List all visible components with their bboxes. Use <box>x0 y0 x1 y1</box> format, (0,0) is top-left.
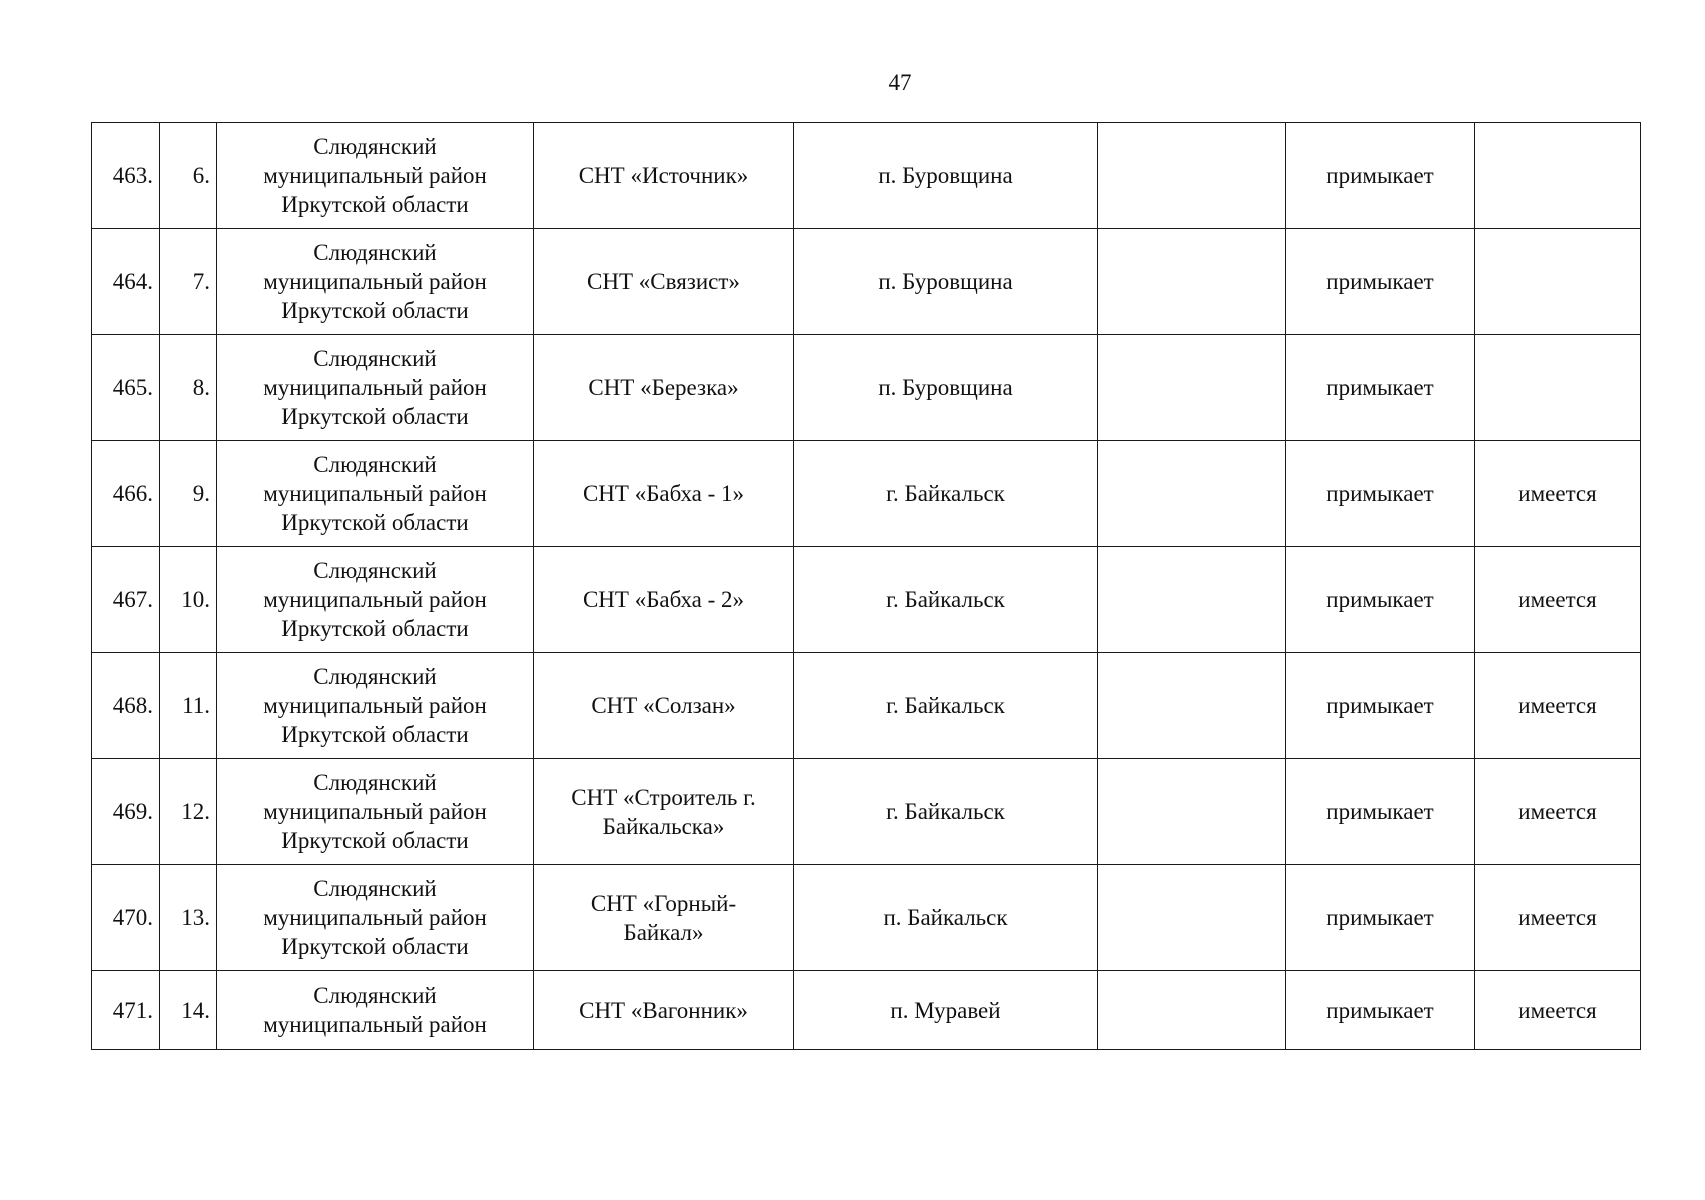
district-line: Слюдянский <box>313 558 437 583</box>
row-number-cell: 467. <box>92 547 160 653</box>
district-cell <box>217 759 534 865</box>
adjoins-cell: примыкает <box>1286 441 1475 547</box>
table-row <box>92 865 1641 971</box>
district-cell <box>217 229 534 335</box>
available-cell: имеется <box>1475 547 1641 653</box>
adjoins-cell: примыкает <box>1286 123 1475 229</box>
available-cell: имеется <box>1475 865 1641 971</box>
snt-name-cell <box>534 441 794 547</box>
district-line: Иркутской области <box>281 404 469 429</box>
settlement-cell: г. Байкальск <box>794 441 1098 547</box>
name-line: СНТ «Бабха - 2» <box>582 587 745 612</box>
district-line: муниципальный район <box>263 799 487 824</box>
settlement-cell: п. Байкальск <box>794 865 1098 971</box>
available-cell <box>1475 335 1641 441</box>
settlement-cell: п. Буровщина <box>794 229 1098 335</box>
empty-cell <box>1098 547 1286 653</box>
district-line: Иркутской области <box>281 192 469 217</box>
district-cell <box>217 653 534 759</box>
snt-name-cell <box>534 759 794 865</box>
table-row <box>92 441 1641 547</box>
district-line: муниципальный район <box>263 269 487 294</box>
sub-number-cell: 8. <box>160 335 217 441</box>
name-line: СНТ «Источник» <box>578 163 749 188</box>
row-number-cell: 463. <box>92 123 160 229</box>
sub-number-cell: 6. <box>160 123 217 229</box>
sub-number-cell: 13. <box>160 865 217 971</box>
name-line: Байкальска» <box>602 813 725 839</box>
adjoins-cell: примыкает <box>1286 971 1475 1050</box>
table-row <box>92 653 1641 759</box>
district-line: Иркутской области <box>281 934 469 959</box>
table-body <box>92 123 1641 1050</box>
empty-cell <box>1098 865 1286 971</box>
snt-name-cell <box>534 335 794 441</box>
settlement-cell: г. Байкальск <box>794 759 1098 865</box>
table-row <box>92 971 1641 1050</box>
district-line: муниципальный район <box>263 693 487 718</box>
table-row <box>92 123 1641 229</box>
district-line: Слюдянский <box>313 876 437 901</box>
district-cell <box>217 441 534 547</box>
available-cell: имеется <box>1475 759 1641 865</box>
available-cell: имеется <box>1475 971 1641 1050</box>
district-cell <box>217 971 534 1050</box>
district-line: Слюдянский <box>313 664 437 689</box>
row-number-cell: 465. <box>92 335 160 441</box>
adjoins-cell: примыкает <box>1286 653 1475 759</box>
district-line: муниципальный район <box>263 481 487 506</box>
settlement-cell: г. Байкальск <box>794 547 1098 653</box>
sub-number-cell: 9. <box>160 441 217 547</box>
district-line: Слюдянский <box>313 240 437 265</box>
data-table <box>91 122 1641 1050</box>
available-cell: имеется <box>1475 441 1641 547</box>
table-row <box>92 547 1641 653</box>
sub-number-cell: 7. <box>160 229 217 335</box>
district-line: Иркутской области <box>281 510 469 535</box>
name-line: СНТ «Березка» <box>588 375 739 400</box>
district-line: муниципальный район <box>263 375 487 400</box>
district-cell <box>217 335 534 441</box>
adjoins-cell: примыкает <box>1286 759 1475 865</box>
sub-number-cell: 12. <box>160 759 217 865</box>
district-line: Иркутской области <box>281 828 469 853</box>
adjoins-cell: примыкает <box>1286 865 1475 971</box>
name-line: СНТ «Вагонник» <box>579 997 748 1023</box>
name-line: СНТ «Строитель г. <box>571 784 756 810</box>
empty-cell <box>1098 653 1286 759</box>
settlement-cell: п. Буровщина <box>794 335 1098 441</box>
name-line: СНТ «Бабха - 1» <box>582 481 745 506</box>
empty-cell <box>1098 335 1286 441</box>
name-line: СНТ «Горный- <box>590 890 737 916</box>
table-row <box>92 335 1641 441</box>
empty-cell <box>1098 759 1286 865</box>
row-number-cell: 471. <box>92 971 160 1050</box>
available-cell <box>1475 123 1641 229</box>
table-row <box>92 229 1641 335</box>
available-cell: имеется <box>1475 653 1641 759</box>
district-line: Слюдянский <box>313 452 437 477</box>
district-line: Слюдянский <box>313 983 437 1008</box>
row-number-cell: 466. <box>92 441 160 547</box>
district-line: Слюдянский <box>313 770 437 795</box>
adjoins-cell: примыкает <box>1286 229 1475 335</box>
district-line: муниципальный район <box>263 163 487 188</box>
row-number-cell: 470. <box>92 865 160 971</box>
snt-name-cell <box>534 865 794 971</box>
snt-name-cell <box>534 229 794 335</box>
adjoins-cell: примыкает <box>1286 547 1475 653</box>
row-number-cell: 464. <box>92 229 160 335</box>
adjoins-cell: примыкает <box>1286 335 1475 441</box>
name-line: Байкал» <box>623 919 704 945</box>
sub-number-cell: 14. <box>160 971 217 1050</box>
district-cell <box>217 123 534 229</box>
sub-number-cell: 11. <box>160 653 217 759</box>
empty-cell <box>1098 229 1286 335</box>
empty-cell <box>1098 441 1286 547</box>
empty-cell <box>1098 123 1286 229</box>
snt-name-cell <box>534 653 794 759</box>
district-line: Иркутской области <box>281 616 469 641</box>
district-line: муниципальный район <box>263 1012 487 1037</box>
settlement-cell: п. Муравей <box>794 971 1098 1050</box>
district-line: Иркутской области <box>281 722 469 747</box>
district-line: муниципальный район <box>263 905 487 930</box>
district-line: муниципальный район <box>263 587 487 612</box>
row-number-cell: 468. <box>92 653 160 759</box>
empty-cell <box>1098 971 1286 1050</box>
sub-number-cell: 10. <box>160 547 217 653</box>
snt-name-cell <box>534 547 794 653</box>
available-cell <box>1475 229 1641 335</box>
snt-name-cell <box>534 971 794 1050</box>
settlement-cell: г. Байкальск <box>794 653 1098 759</box>
row-number-cell: 469. <box>92 759 160 865</box>
district-line: Иркутской области <box>281 298 469 323</box>
page-number: 47 <box>888 70 912 95</box>
district-cell <box>217 865 534 971</box>
snt-name-cell <box>534 123 794 229</box>
district-line: Слюдянский <box>313 134 437 159</box>
name-line: СНТ «Связист» <box>587 269 740 294</box>
table-row <box>92 759 1641 865</box>
district-cell <box>217 547 534 653</box>
name-line: СНТ «Солзан» <box>591 693 736 718</box>
district-line: Слюдянский <box>313 346 437 371</box>
settlement-cell: п. Буровщина <box>794 123 1098 229</box>
